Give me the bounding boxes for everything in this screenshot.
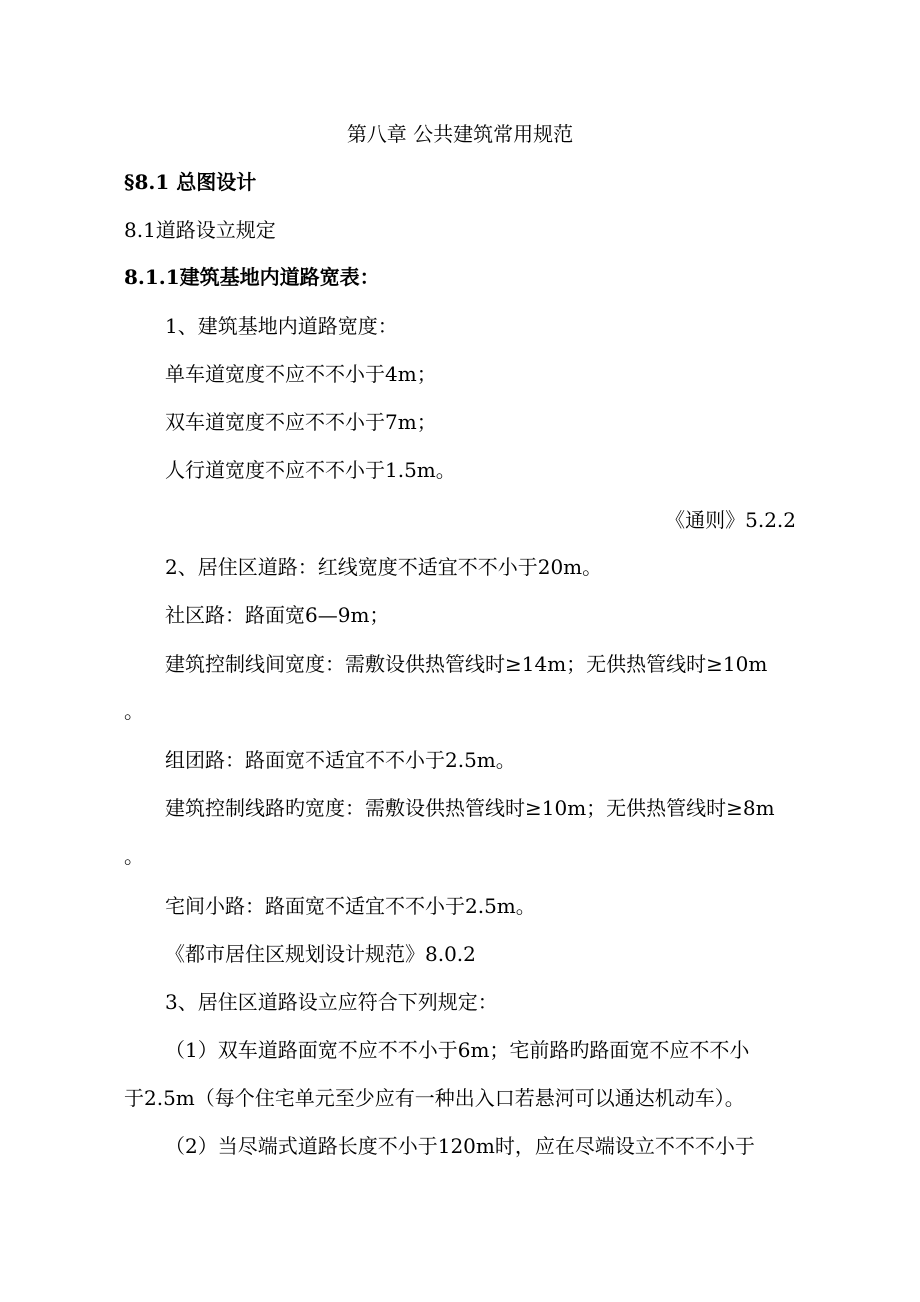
item1-line-single-lane: 单车道宽度不应不不小于4m； — [165, 362, 437, 386]
item2-control-width-2: 建筑控制线路旳宽度：需敷设供热管线时≥10m；无供热管线时≥8m — [165, 796, 775, 820]
item3-sub1-line1: （1）双车道路面宽不应不不小于6m；宅前路旳路面宽不应不不小 — [165, 1038, 750, 1062]
item3-sub2-line1: （2）当尽端式道路长度不小于120m时，应在尽端设立不不不小于 — [165, 1134, 755, 1158]
item2-reference: 《都市居住区规划设计规范》8.0.2 — [165, 942, 476, 966]
item2-group-road: 组团路：路面宽不适宜不不小于2.5m。 — [165, 748, 516, 772]
item1-title: 1、建筑基地内道路宽度： — [165, 314, 398, 338]
item2-lane-road: 宅间小路：路面宽不适宜不不小于2.5m。 — [165, 894, 536, 918]
item2-title: 2、居住区道路：红线宽度不适宜不不小于20m。 — [165, 555, 603, 579]
clause-heading: 8.1.1建筑基地内道路宽表： — [124, 265, 380, 289]
chapter-title: 第八章 公共建筑常用规范 — [346, 122, 574, 146]
item1-line-sidewalk: 人行道宽度不应不不小于1.5m。 — [165, 458, 456, 482]
item3-sub1-line2: 于2.5m（每个住宅单元至少应有一种出入口若悬河可以通达机动车）。 — [124, 1086, 745, 1110]
item2-control-width-2-end: 。 — [124, 844, 144, 868]
item1-line-double-lane: 双车道宽度不应不不小于7m； — [165, 410, 437, 434]
item2-control-width-1-end: 。 — [124, 699, 144, 723]
item1-reference: 《通则》5.2.2 — [665, 508, 796, 532]
item2-control-width-1: 建筑控制线间宽度：需敷设供热管线时≥14m；无供热管线时≥10m — [165, 652, 768, 676]
item3-title: 3、居住区道路设立应符合下列规定： — [165, 990, 498, 1014]
subsection-title: 8.1道路设立规定 — [124, 218, 276, 242]
item2-community-road: 社区路：路面宽6—9m； — [165, 603, 390, 627]
section-heading: §8.1 总图设计 — [124, 170, 257, 194]
